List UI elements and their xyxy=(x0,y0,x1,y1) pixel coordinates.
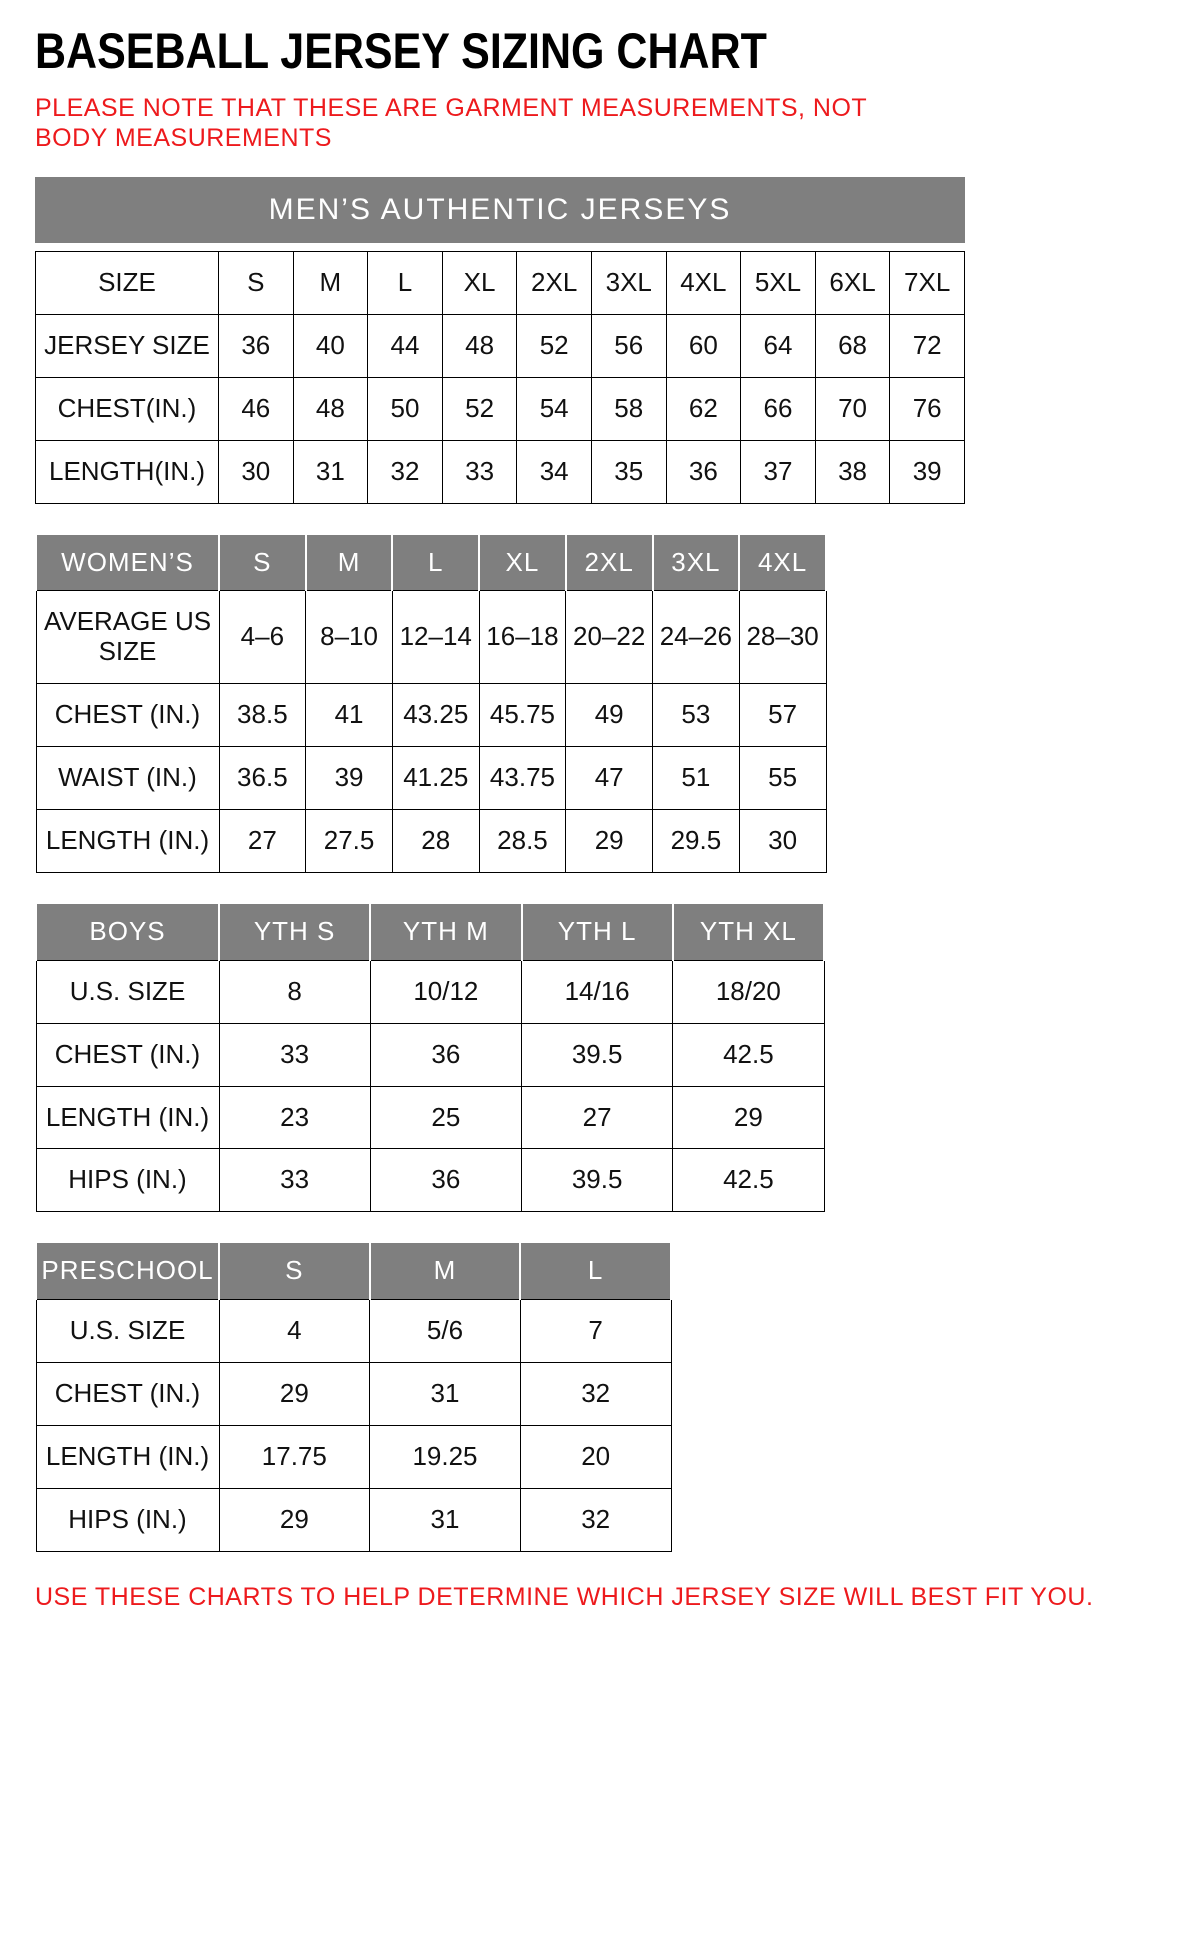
data-cell: 44 xyxy=(368,314,443,377)
data-cell: 16–18 xyxy=(479,591,566,684)
data-cell: 72 xyxy=(890,314,965,377)
data-cell: 29 xyxy=(673,1086,824,1149)
data-cell: 19.25 xyxy=(370,1426,521,1489)
size-column-header: 3XL xyxy=(653,535,740,591)
data-cell: 33 xyxy=(219,1023,370,1086)
data-cell: 51 xyxy=(653,747,740,810)
size-column-header: 4XL xyxy=(739,535,826,591)
table-row xyxy=(36,314,965,377)
data-cell: 32 xyxy=(520,1488,671,1551)
row-label: CHEST (IN.) xyxy=(36,1023,219,1086)
data-cell: 66 xyxy=(741,377,816,440)
data-cell: 3XL xyxy=(591,252,666,315)
data-cell: 48 xyxy=(293,377,368,440)
data-cell: 42.5 xyxy=(673,1023,824,1086)
data-cell: 34 xyxy=(517,440,592,503)
data-cell: 5XL xyxy=(741,252,816,315)
data-cell: 20 xyxy=(520,1426,671,1489)
data-cell: 46 xyxy=(219,377,294,440)
data-cell: 42.5 xyxy=(673,1149,824,1212)
row-label: WAIST (IN.) xyxy=(36,747,219,810)
data-cell: 41 xyxy=(306,684,393,747)
data-cell: 39.5 xyxy=(522,1023,673,1086)
data-cell: 45.75 xyxy=(479,684,566,747)
table-row xyxy=(36,1426,671,1489)
data-cell: S xyxy=(219,252,294,315)
data-cell: 12–14 xyxy=(392,591,479,684)
data-cell: 27 xyxy=(219,810,306,873)
data-cell: 29 xyxy=(219,1488,370,1551)
table-header-label: BOYS xyxy=(36,904,219,960)
data-cell: 4 xyxy=(219,1300,370,1363)
data-cell: 8 xyxy=(219,960,370,1023)
data-cell: 64 xyxy=(741,314,816,377)
table-row xyxy=(36,1023,824,1086)
data-cell: 5/6 xyxy=(370,1300,521,1363)
boys-sizing-table xyxy=(35,904,825,1212)
table-row xyxy=(36,591,826,684)
data-cell: 39.5 xyxy=(522,1149,673,1212)
data-cell: 28.5 xyxy=(479,810,566,873)
table-row xyxy=(36,810,826,873)
size-column-header: M xyxy=(370,1243,521,1299)
data-cell: 30 xyxy=(739,810,826,873)
data-cell: 56 xyxy=(591,314,666,377)
data-cell: 31 xyxy=(370,1363,521,1426)
table-header-label: WOMEN’S xyxy=(36,535,219,591)
data-cell: 68 xyxy=(815,314,890,377)
data-cell: 47 xyxy=(566,747,653,810)
data-cell: 70 xyxy=(815,377,890,440)
mens-sizing-table xyxy=(35,251,965,504)
row-label: LENGTH (IN.) xyxy=(36,1426,219,1489)
row-label: LENGTH(IN.) xyxy=(36,440,219,503)
data-cell: 24–26 xyxy=(653,591,740,684)
data-cell: 25 xyxy=(370,1086,521,1149)
size-column-header: YTH L xyxy=(522,904,673,960)
data-cell: 36 xyxy=(219,314,294,377)
row-label: HIPS (IN.) xyxy=(36,1149,219,1212)
row-label: SIZE xyxy=(36,252,219,315)
table-row xyxy=(36,377,965,440)
data-cell: 53 xyxy=(653,684,740,747)
data-cell: 31 xyxy=(293,440,368,503)
data-cell: 33 xyxy=(219,1149,370,1212)
data-cell: 36.5 xyxy=(219,747,306,810)
size-column-header: S xyxy=(219,1243,370,1299)
row-label: HIPS (IN.) xyxy=(36,1488,219,1551)
row-label: AVERAGE US SIZE xyxy=(36,591,219,684)
size-column-header: L xyxy=(392,535,479,591)
data-cell: 29 xyxy=(566,810,653,873)
table-header-row xyxy=(36,1243,671,1299)
data-cell: 48 xyxy=(442,314,517,377)
data-cell: 55 xyxy=(739,747,826,810)
data-cell: 58 xyxy=(591,377,666,440)
size-column-header: YTH S xyxy=(219,904,370,960)
table-row xyxy=(36,1086,824,1149)
table-row xyxy=(36,440,965,503)
row-label: CHEST (IN.) xyxy=(36,684,219,747)
table-header-row xyxy=(36,904,824,960)
data-cell: 37 xyxy=(741,440,816,503)
data-cell: 57 xyxy=(739,684,826,747)
table-header-label: PRESCHOOL xyxy=(36,1243,219,1299)
data-cell: 4XL xyxy=(666,252,741,315)
data-cell: 23 xyxy=(219,1086,370,1149)
data-cell: 28 xyxy=(392,810,479,873)
data-cell: 2XL xyxy=(517,252,592,315)
table-row xyxy=(36,960,824,1023)
data-cell: 4–6 xyxy=(219,591,306,684)
data-cell: 38 xyxy=(815,440,890,503)
size-column-header: YTH XL xyxy=(673,904,824,960)
data-cell: 52 xyxy=(442,377,517,440)
data-cell: 27.5 xyxy=(306,810,393,873)
data-cell: L xyxy=(368,252,443,315)
data-cell: 18/20 xyxy=(673,960,824,1023)
mens-table-title: MEN’S AUTHENTIC JERSEYS xyxy=(35,177,965,243)
size-column-header: L xyxy=(520,1243,671,1299)
data-cell: 10/12 xyxy=(370,960,521,1023)
data-cell: 36 xyxy=(666,440,741,503)
data-cell: 7 xyxy=(520,1300,671,1363)
size-column-header: M xyxy=(306,535,393,591)
data-cell: XL xyxy=(442,252,517,315)
table-row xyxy=(36,684,826,747)
table-row xyxy=(36,747,826,810)
data-cell: 39 xyxy=(890,440,965,503)
table-row xyxy=(36,1149,824,1212)
data-cell: 32 xyxy=(368,440,443,503)
row-label: U.S. SIZE xyxy=(36,960,219,1023)
data-cell: 27 xyxy=(522,1086,673,1149)
data-cell: 29 xyxy=(219,1363,370,1426)
data-cell: 43.75 xyxy=(479,747,566,810)
preschool-sizing-table xyxy=(35,1243,672,1551)
row-label: LENGTH (IN.) xyxy=(36,810,219,873)
fit-advice-note: USE THESE CHARTS TO HELP DETERMINE WHICH JERSEY SIZE WILL BEST FIT YOU. xyxy=(35,1582,1094,1611)
row-label: JERSEY SIZE xyxy=(36,314,219,377)
data-cell: 39 xyxy=(306,747,393,810)
data-cell: 52 xyxy=(517,314,592,377)
data-cell: 38.5 xyxy=(219,684,306,747)
data-cell: 32 xyxy=(520,1363,671,1426)
data-cell: 29.5 xyxy=(653,810,740,873)
size-column-header: S xyxy=(219,535,306,591)
row-label: CHEST(IN.) xyxy=(36,377,219,440)
data-cell: 54 xyxy=(517,377,592,440)
table-header-row xyxy=(36,535,826,591)
data-cell: 43.25 xyxy=(392,684,479,747)
data-cell: M xyxy=(293,252,368,315)
page-title: BASEBALL JERSEY SIZING CHART xyxy=(35,23,767,79)
data-cell: 30 xyxy=(219,440,294,503)
data-cell: 62 xyxy=(666,377,741,440)
data-cell: 50 xyxy=(368,377,443,440)
data-cell: 35 xyxy=(591,440,666,503)
data-cell: 28–30 xyxy=(739,591,826,684)
data-cell: 49 xyxy=(566,684,653,747)
data-cell: 41.25 xyxy=(392,747,479,810)
garment-measurements-note: PLEASE NOTE THAT THESE ARE GARMENT MEASUREMENTS, NOT BODY MEASUREMENTS xyxy=(35,94,867,152)
data-cell: 33 xyxy=(442,440,517,503)
size-column-header: 2XL xyxy=(566,535,653,591)
data-cell: 6XL xyxy=(815,252,890,315)
data-cell: 14/16 xyxy=(522,960,673,1023)
data-cell: 31 xyxy=(370,1488,521,1551)
data-cell: 20–22 xyxy=(566,591,653,684)
size-column-header: YTH M xyxy=(370,904,521,960)
data-cell: 8–10 xyxy=(306,591,393,684)
row-label: U.S. SIZE xyxy=(36,1300,219,1363)
table-row xyxy=(36,1363,671,1426)
data-cell: 36 xyxy=(370,1149,521,1212)
data-cell: 36 xyxy=(370,1023,521,1086)
womens-sizing-table xyxy=(35,535,827,873)
table-row xyxy=(36,1300,671,1363)
table-row xyxy=(36,1488,671,1551)
data-cell: 76 xyxy=(890,377,965,440)
data-cell: 17.75 xyxy=(219,1426,370,1489)
size-column-header: XL xyxy=(479,535,566,591)
data-cell: 60 xyxy=(666,314,741,377)
row-label: LENGTH (IN.) xyxy=(36,1086,219,1149)
data-cell: 40 xyxy=(293,314,368,377)
row-label: CHEST (IN.) xyxy=(36,1363,219,1426)
table-row xyxy=(36,252,965,315)
data-cell: 7XL xyxy=(890,252,965,315)
